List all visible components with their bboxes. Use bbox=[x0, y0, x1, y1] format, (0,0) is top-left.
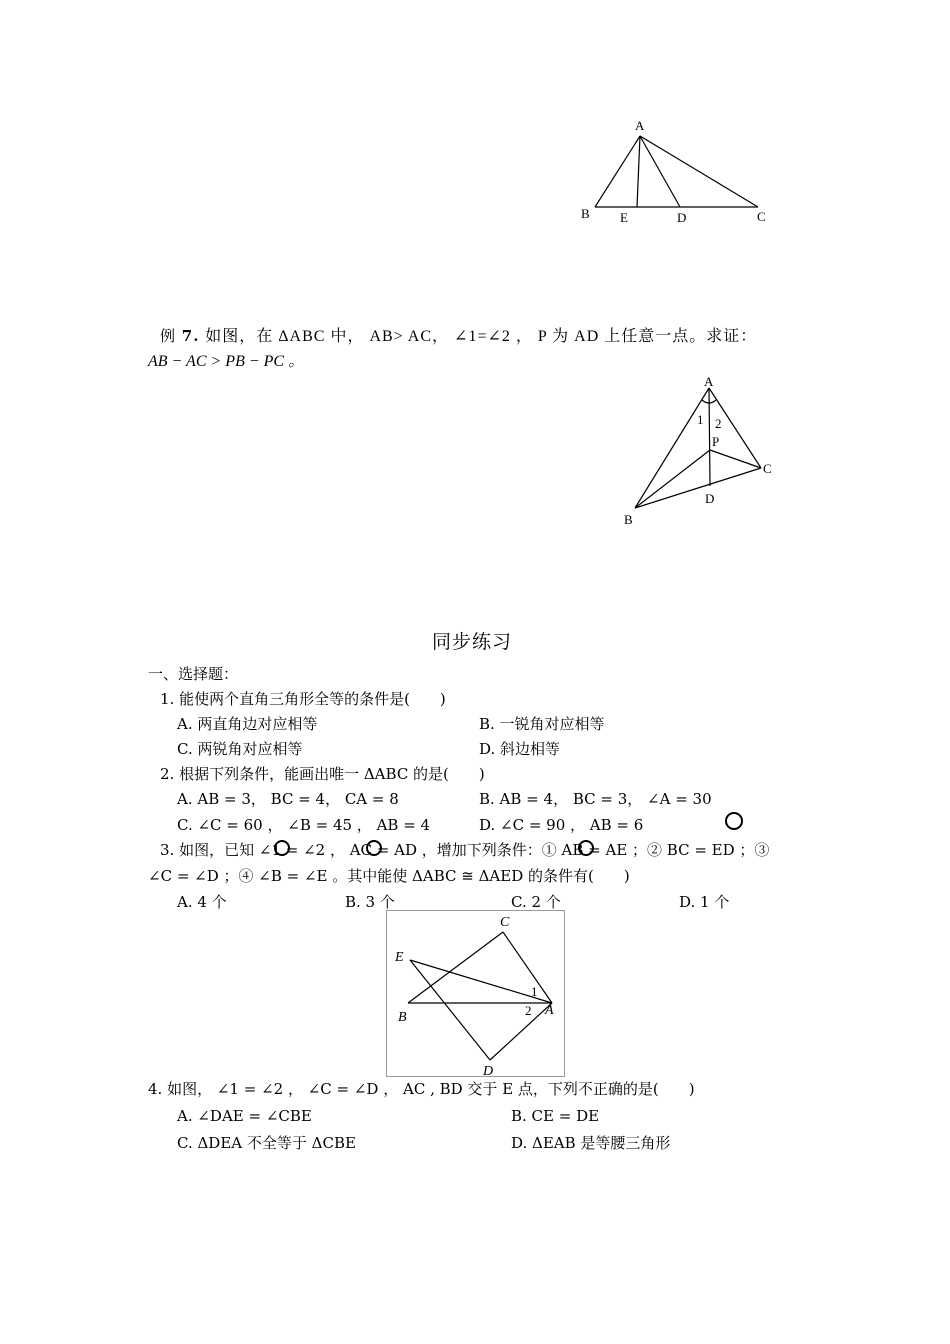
triangle-figure-2 bbox=[615, 370, 785, 530]
mark-circle-icon bbox=[725, 812, 743, 830]
example-label: 例 bbox=[160, 327, 177, 345]
example-7-line2: AB − AC > PB − PC 。 bbox=[148, 353, 305, 370]
label-b: B bbox=[581, 206, 590, 221]
q2-stem: 2. 根据下列条件，能画出唯一 ΔABC 的是( ) bbox=[160, 765, 485, 783]
mark-circle-icon bbox=[578, 840, 594, 856]
q1-option-d: D. 斜边相等 bbox=[479, 740, 561, 758]
section-title: 同步练习 bbox=[432, 631, 513, 653]
example-7-line1 bbox=[160, 326, 757, 347]
q1-option-c: C. 两锐角对应相等 bbox=[177, 740, 303, 758]
part-1-heading: 一、选择题： bbox=[148, 665, 239, 683]
label-1: 1 bbox=[697, 412, 704, 427]
q4-option-d: D. ΔEAB 是等腰三角形 bbox=[511, 1134, 671, 1152]
label-c: C bbox=[763, 461, 772, 476]
q3-option-d: D. 1 个 bbox=[679, 893, 730, 911]
label-2: 2 bbox=[715, 416, 722, 431]
label-d: D bbox=[677, 210, 687, 225]
q1-stem: 1. 能使两个直角三角形全等的条件是( ) bbox=[160, 690, 446, 708]
label-e: E bbox=[620, 210, 628, 225]
label-p: P bbox=[712, 434, 720, 449]
label-c: C bbox=[757, 209, 766, 224]
example-7-text: 如图，在 ΔABC 中， AB> AC， ∠1=∠2 ， P 为 AD 上任意一点。求证： bbox=[205, 328, 758, 345]
label-a: A bbox=[635, 118, 645, 133]
q3-line2: ∠C = ∠D ；④ ∠B = ∠E 。其中能使 ΔABC ≅ ΔAED 的条件有( ) bbox=[148, 867, 630, 885]
q1-option-b: B. 一锐角对应相等 bbox=[479, 715, 605, 733]
label-e: E bbox=[395, 950, 404, 965]
label-b: B bbox=[624, 512, 633, 527]
quadrilateral-figure-3 bbox=[386, 910, 566, 1078]
example-number: 7. bbox=[181, 327, 200, 345]
q3-option-a: A. 4 个 bbox=[177, 893, 227, 911]
q2-option-a: A. AB = 3， BC = 4， CA = 8 bbox=[177, 790, 399, 808]
label-a: A bbox=[545, 1003, 554, 1018]
q2-option-b: B. AB = 4， BC = 3， ∠A = 30 bbox=[479, 790, 712, 808]
q3-line1: 3. 如图，已知 ∠1 = ∠2 ， AC = AD ，增加下列条件：① AB = AE ；② BC = ED ；③ bbox=[160, 841, 770, 859]
mark-circle-icon bbox=[366, 840, 382, 856]
label-c: C bbox=[500, 915, 510, 930]
q4-option-b: B. CE = DE bbox=[511, 1107, 600, 1125]
q3-option-b: B. 3 个 bbox=[345, 893, 395, 911]
q2-option-c: C. ∠C = 60 ， ∠B = 45 ， AB = 4 bbox=[177, 816, 431, 834]
q2-option-d: D. ∠C = 90 ， AB = 6 bbox=[479, 816, 644, 834]
label-b: B bbox=[398, 1010, 407, 1025]
triangle-figure-1 bbox=[570, 112, 790, 232]
q3-option-c: C. 2 个 bbox=[511, 893, 561, 911]
label-a: A bbox=[704, 374, 714, 389]
q4-stem: 4. 如图， ∠1 = ∠2 ， ∠C = ∠D ， AC , BD 交于 E 点，下列不正确的是( ) bbox=[148, 1080, 695, 1098]
q4-option-c: C. ΔDEA 不全等于 ΔCBE bbox=[177, 1134, 356, 1152]
mark-circle-icon bbox=[274, 840, 290, 856]
label-2: 2 bbox=[525, 1003, 532, 1018]
q1-option-a: A. 两直角边对应相等 bbox=[177, 715, 318, 733]
label-d: D bbox=[705, 491, 715, 506]
q4-option-a: A. ∠DAE = ∠CBE bbox=[177, 1107, 312, 1125]
label-d: D bbox=[483, 1064, 494, 1078]
label-1: 1 bbox=[531, 984, 538, 999]
